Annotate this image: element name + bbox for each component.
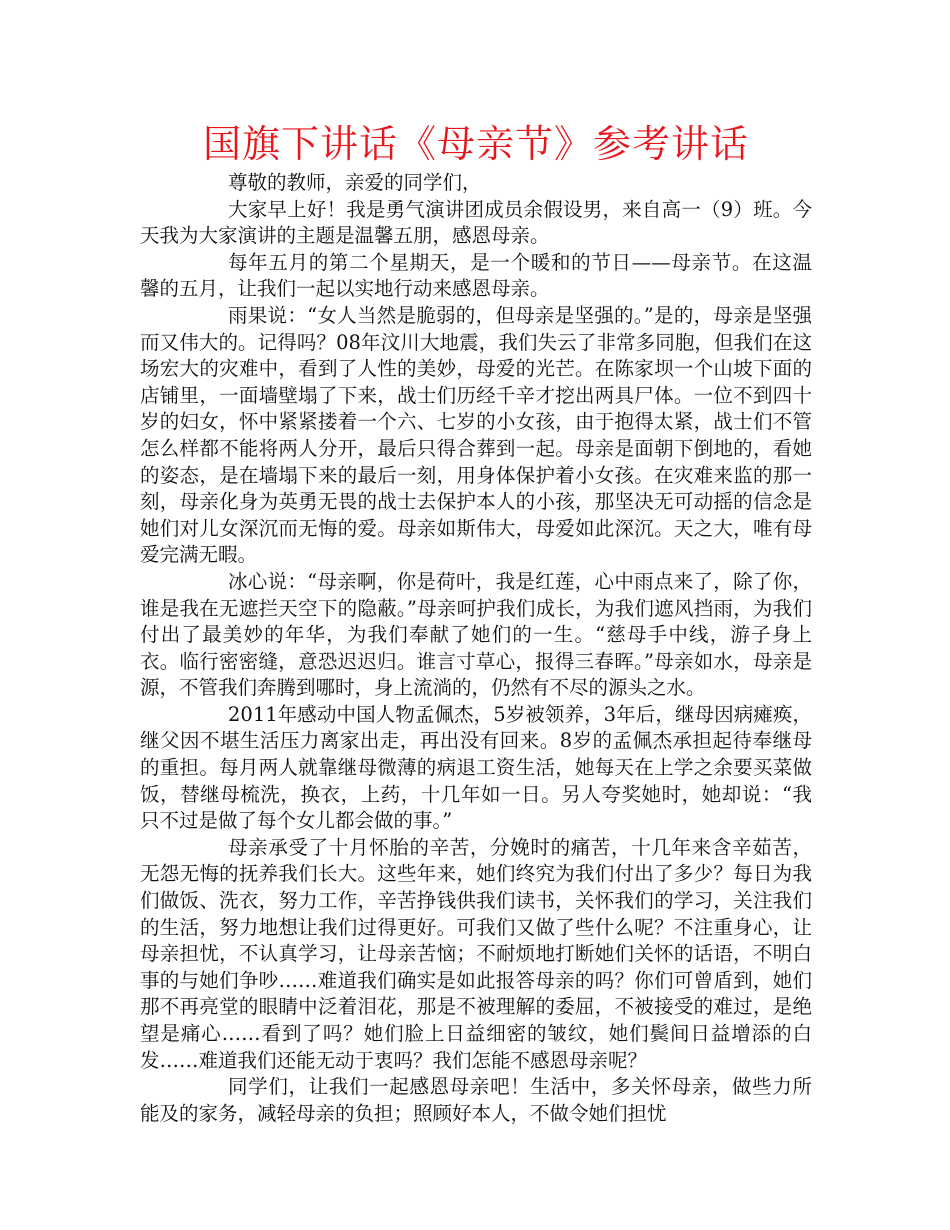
greeting-paragraph: 大家早上好！我是勇气演讲团成员余假设男，来自高一（9）班。今天我为大家演讲的主题是温馨五朋，感恩母亲。 bbox=[140, 197, 812, 248]
closing-paragraph: 同学们，让我们一起感恩母亲吧！生活中，多关怀母亲，做些力所能及的家务，减轻母亲的负担；照顾好本人，不做令她们担忧 bbox=[140, 1075, 812, 1125]
meng-peijie-paragraph: 2011年感动中国人物孟佩杰，5岁被领养，3年后，继母因病瘫痪，继父因不堪生活压力离家出走，再出没有回来。8岁的孟佩杰承担起待奉继母的重担。每月两人就靠继母微薄的病退工资生活，她每天在上学之余要买菜做饭，替继母梳洗，换衣，上药，十几年如一日。另人夸奖她时，她却说：“我只不过是做了每个女儿都会做的事。” bbox=[140, 702, 812, 833]
document-title: 国旗下讲话《母亲节》参考讲话 bbox=[202, 122, 749, 166]
mother-sacrifice-paragraph: 母亲承受了十月怀胎的辛苦，分娩时的痛苦，十几年来含辛茹苦，无怨无悔的抚养我们长大。这些年来，她们终究为我们付出了多少？每日为我们做饭、洗衣，努力工作，辛苦挣钱供我们读书，关怀我们的学习，关注我们的生活，努力地想让我们过得更好。可我们又做了些什么呢？不注重身心，让母亲担忧，不认真学习，让母亲苦恼；不耐烦地打断她们关怀的话语，不明白事的与她们争吵……难道我们确实是如此报答母亲的吗？你们可曾盾到，她们那不再亮堂的眼睛中泛着泪花，那是不被理解的委屈，不被接受的难过，是绝望是痛心……看到了吗？她们脸上日益细密的皱纹，她们鬓间日益增添的白发……难道我们还能无动于衷吗？我们怎能不感恩母亲呢？ bbox=[140, 835, 812, 1072]
bingxin-quote-paragraph: 冰心说：“母亲啊，你是荷叶，我是红莲，心中雨点来了，除了你，谁是我在无遮拦天空下的隐蔽。”母亲呵护我们成长，为我们遮风挡雨，为我们付出了最美妙的年华，为我们奉献了她们的一生。“慈母手中线，游子身上衣。临行密密缝，意恐迟迟归。谁言寸草心，报得三春晖。”母亲如水，母亲是源，不管我们奔腾到哪时，身上流淌的，仍然有不尽的源头之水。 bbox=[140, 569, 812, 700]
mothers-day-paragraph: 每年五月的第二个星期天，是一个暖和的节日——母亲节。在这温馨的五月，让我们一起以实地行动来感恩母亲。 bbox=[140, 250, 812, 301]
hugo-quote-paragraph: 雨果说：“女人当然是脆弱的，但母亲是坚强的。”是的，母亲是坚强而又伟大的。记得吗？08年汶川大地震，我们失云了非常多同胞，但我们在这场宏大的灾难中，看到了人性的美妙，母爱的光芒。在陈家坝一个山坡下面的店铺里，一面墙壁塌了下来，战士们历经千辛才挖出两具尸体。一位不到四十岁的妇女，怀中紧紧搂着一个六、七岁的小女孩，由于抱得太紧，战士们不管怎么样都不能将两人分开，最后只得合葬到一起。母亲是面朝下倒地的，看她的姿态，是在墙塌下来的最后一刻，用身体保护着小女孩。在灾难来监的那一刻，母亲化身为英勇无畏的战士去保护本人的小孩，那坚决无可动摇的信念是她们对儿女深沉而无悔的爱。母亲如斯伟大，母爱如此深沉。天之大，唯有母爱完满无暇。 bbox=[140, 303, 812, 567]
salutation-paragraph: 尊敬的教师，亲爱的同学们， bbox=[228, 171, 482, 194]
document-page bbox=[140, 118, 812, 1127]
